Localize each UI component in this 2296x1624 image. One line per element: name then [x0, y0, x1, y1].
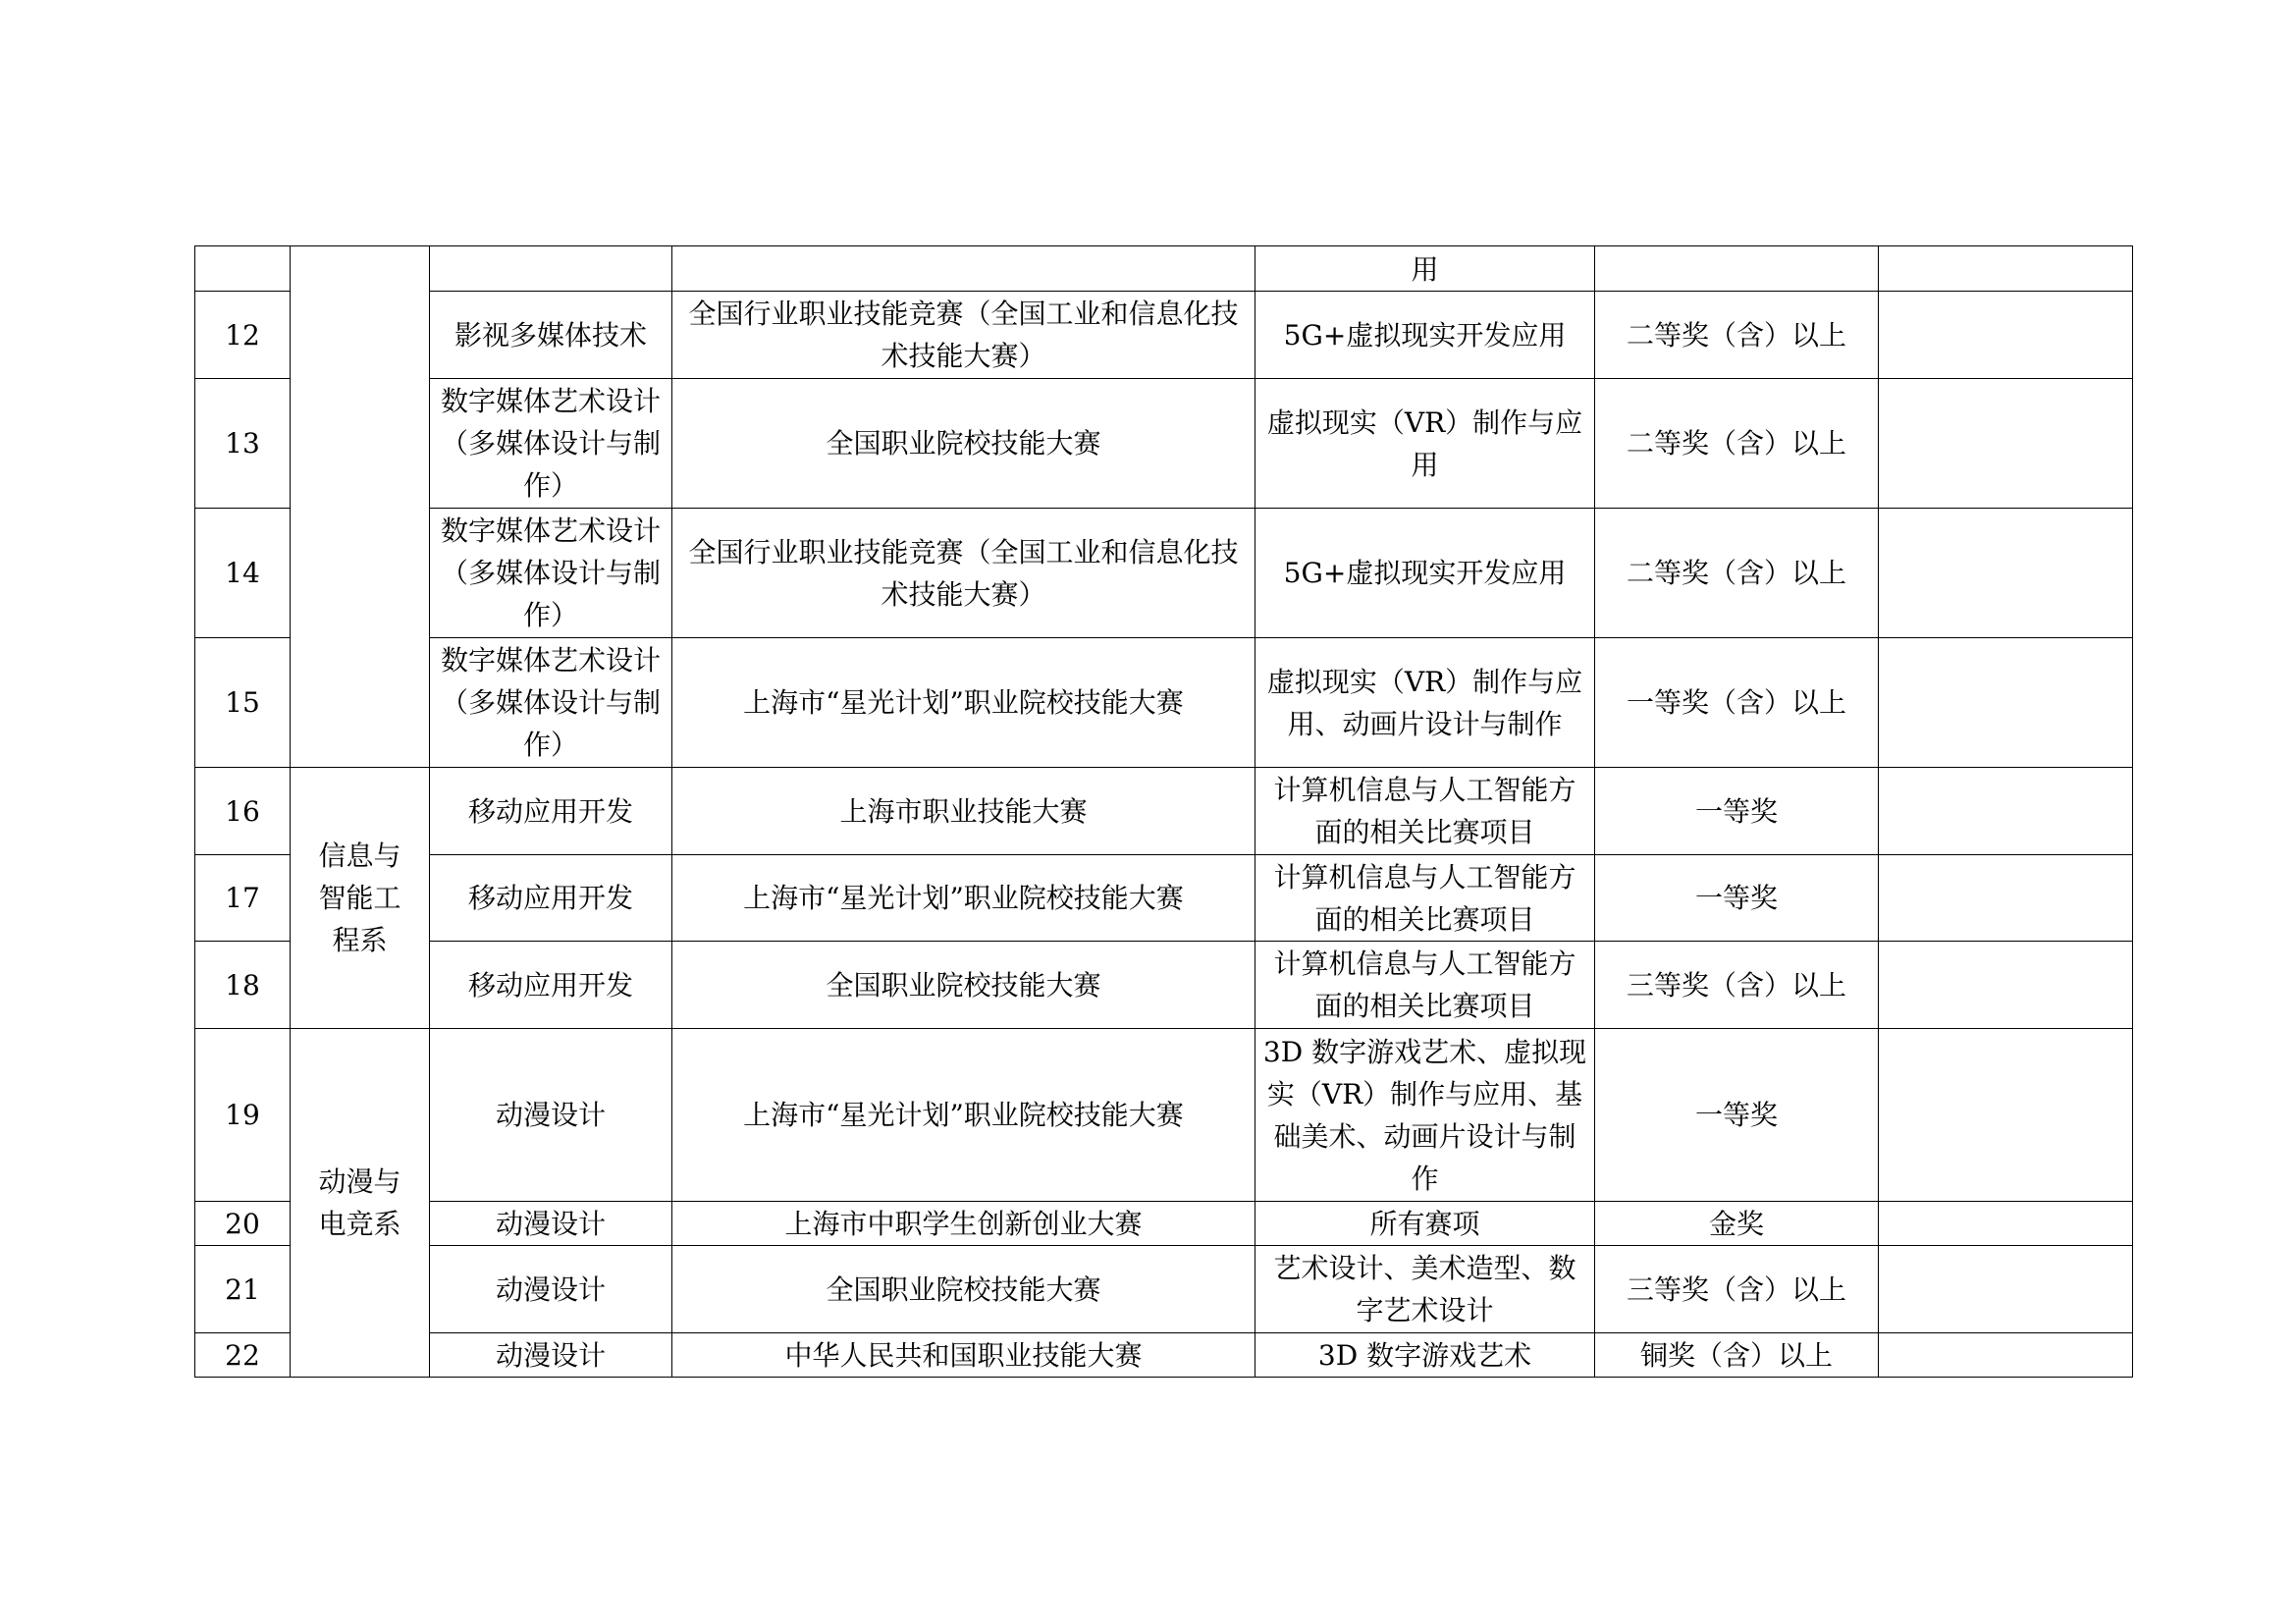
- event-cell: 5G+虚拟现实开发应用: [1255, 509, 1595, 638]
- major-cell: 移动应用开发: [430, 855, 672, 942]
- event-cell: 所有赛项: [1255, 1202, 1595, 1246]
- major-cell: 移动应用开发: [430, 942, 672, 1029]
- major-cell: 动漫设计: [430, 1029, 672, 1202]
- competition-cell: 中华人民共和国职业技能大赛: [672, 1333, 1255, 1378]
- remark-cell: [1879, 292, 2133, 379]
- event-cell: 5G+虚拟现实开发应用: [1255, 292, 1595, 379]
- row-number: 17: [195, 855, 291, 942]
- row-number: 21: [195, 1246, 291, 1333]
- department-cell-info: 信息与智能工程系: [291, 768, 430, 1029]
- award-cell: 一等奖（含）以上: [1595, 638, 1879, 768]
- department-cell-anim: 动漫与电竞系: [291, 1029, 430, 1378]
- competition-cell: 上海市职业技能大赛: [672, 768, 1255, 855]
- competition-cell: 上海市“星光计划”职业院校技能大赛: [672, 638, 1255, 768]
- remark-cell: [1879, 1029, 2133, 1202]
- remark-cell: [1879, 379, 2133, 509]
- row-number: 14: [195, 509, 291, 638]
- major-cell: 移动应用开发: [430, 768, 672, 855]
- award-cell: 铜奖（含）以上: [1595, 1333, 1879, 1378]
- award-cell: 一等奖: [1595, 855, 1879, 942]
- row-number: 15: [195, 638, 291, 768]
- major-cell: 数字媒体艺术设计（多媒体设计与制作）: [430, 638, 672, 768]
- event-cell: 3D 数字游戏艺术、虚拟现实（VR）制作与应用、基础美术、动画片设计与制作: [1255, 1029, 1595, 1202]
- event-cell: 用: [1255, 246, 1595, 292]
- remark-cell: [1879, 509, 2133, 638]
- major-cell: 动漫设计: [430, 1246, 672, 1333]
- award-cell: 二等奖（含）以上: [1595, 292, 1879, 379]
- competition-cell: [672, 246, 1255, 292]
- row-number: 19: [195, 1029, 291, 1202]
- table-row: [195, 1202, 2133, 1246]
- row-number: 22: [195, 1333, 291, 1378]
- competition-cell: 上海市中职学生创新创业大赛: [672, 1202, 1255, 1246]
- department-cell-continued: [291, 246, 430, 768]
- remark-cell: [1879, 768, 2133, 855]
- table-row: [195, 246, 2133, 292]
- row-number: 13: [195, 379, 291, 509]
- remark-cell: [1879, 638, 2133, 768]
- competition-cell: 全国行业职业技能竞赛（全国工业和信息化技术技能大赛）: [672, 292, 1255, 379]
- event-cell: 虚拟现实（VR）制作与应用: [1255, 379, 1595, 509]
- event-cell: 3D 数字游戏艺术: [1255, 1333, 1595, 1378]
- major-cell: 影视多媒体技术: [430, 292, 672, 379]
- table-row: [195, 379, 2133, 509]
- remark-cell: [1879, 1333, 2133, 1378]
- event-cell: 艺术设计、美术造型、数字艺术设计: [1255, 1246, 1595, 1333]
- award-table: [194, 245, 2133, 1378]
- remark-cell: [1879, 942, 2133, 1029]
- event-cell: 计算机信息与人工智能方面的相关比赛项目: [1255, 855, 1595, 942]
- remark-cell: [1879, 1202, 2133, 1246]
- row-number: 12: [195, 292, 291, 379]
- event-cell: 计算机信息与人工智能方面的相关比赛项目: [1255, 942, 1595, 1029]
- table-row: [195, 768, 2133, 855]
- major-cell: [430, 246, 672, 292]
- event-cell: 计算机信息与人工智能方面的相关比赛项目: [1255, 768, 1595, 855]
- table-row: [195, 855, 2133, 942]
- award-cell: 一等奖: [1595, 768, 1879, 855]
- competition-cell: 上海市“星光计划”职业院校技能大赛: [672, 1029, 1255, 1202]
- award-cell: 二等奖（含）以上: [1595, 379, 1879, 509]
- table-row: [195, 509, 2133, 638]
- major-cell: 数字媒体艺术设计（多媒体设计与制作）: [430, 379, 672, 509]
- competition-cell: 全国职业院校技能大赛: [672, 1246, 1255, 1333]
- table-row: [195, 292, 2133, 379]
- event-cell: 虚拟现实（VR）制作与应用、动画片设计与制作: [1255, 638, 1595, 768]
- award-cell: 二等奖（含）以上: [1595, 509, 1879, 638]
- award-cell: 三等奖（含）以上: [1595, 1246, 1879, 1333]
- table-row: [195, 1029, 2133, 1202]
- remark-cell: [1879, 246, 2133, 292]
- remark-cell: [1879, 855, 2133, 942]
- table-row: [195, 1246, 2133, 1333]
- competition-cell: 全国职业院校技能大赛: [672, 942, 1255, 1029]
- table-row: [195, 942, 2133, 1029]
- competition-cell: 全国行业职业技能竞赛（全国工业和信息化技术技能大赛）: [672, 509, 1255, 638]
- major-cell: 数字媒体艺术设计（多媒体设计与制作）: [430, 509, 672, 638]
- row-number: [195, 246, 291, 292]
- major-cell: 动漫设计: [430, 1333, 672, 1378]
- competition-cell: 全国职业院校技能大赛: [672, 379, 1255, 509]
- award-cell: 三等奖（含）以上: [1595, 942, 1879, 1029]
- remark-cell: [1879, 1246, 2133, 1333]
- row-number: 16: [195, 768, 291, 855]
- competition-cell: 上海市“星光计划”职业院校技能大赛: [672, 855, 1255, 942]
- award-cell: 金奖: [1595, 1202, 1879, 1246]
- award-cell: 一等奖: [1595, 1029, 1879, 1202]
- row-number: 18: [195, 942, 291, 1029]
- award-cell: [1595, 246, 1879, 292]
- major-cell: 动漫设计: [430, 1202, 672, 1246]
- table-row: [195, 638, 2133, 768]
- row-number: 20: [195, 1202, 291, 1246]
- table-row: [195, 1333, 2133, 1378]
